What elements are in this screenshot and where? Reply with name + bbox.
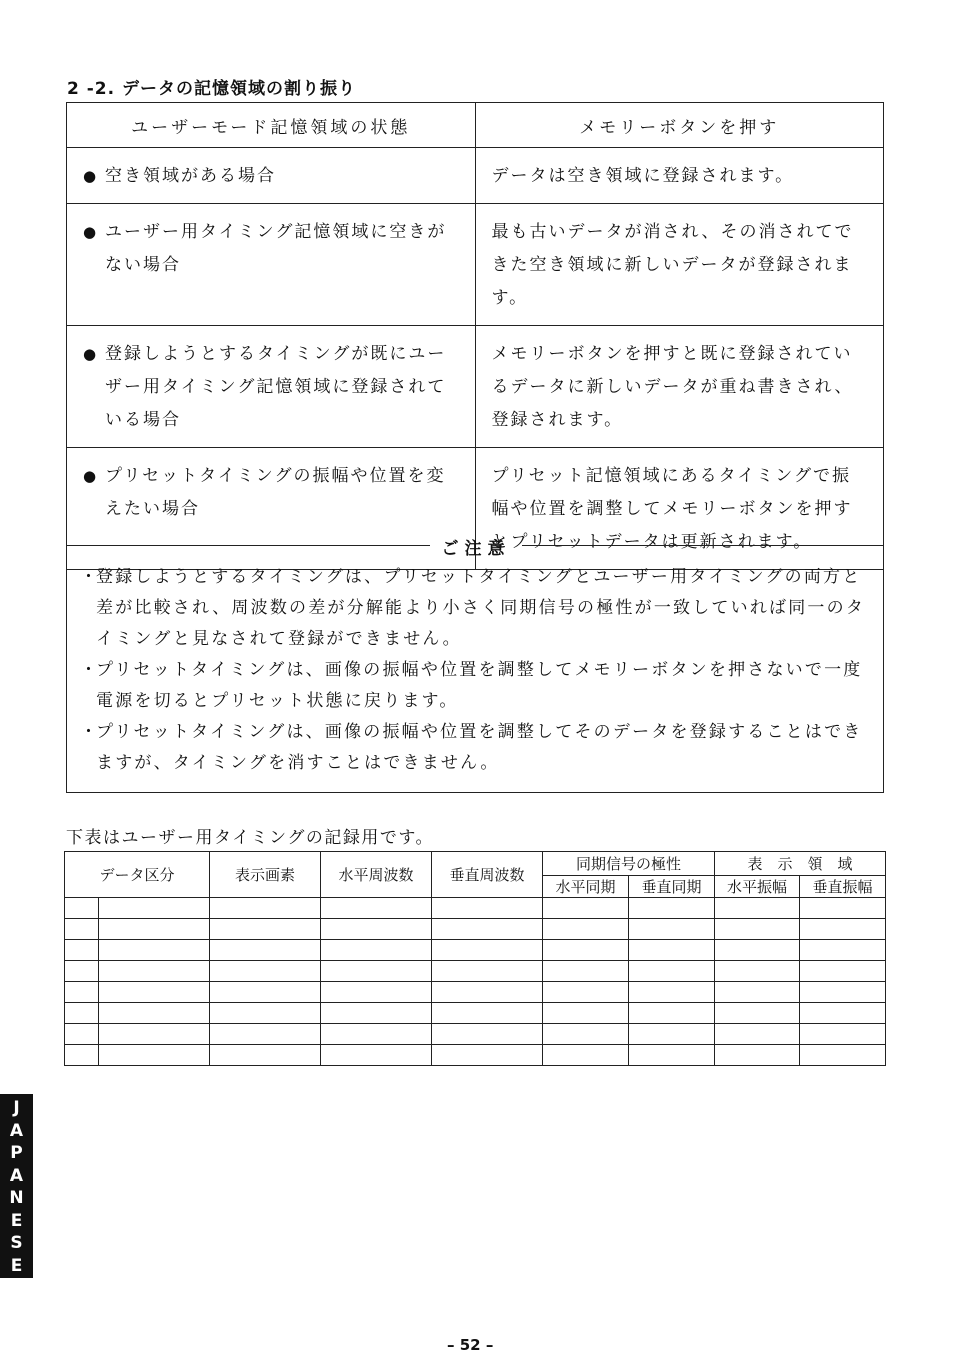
- record-body: [65, 898, 886, 1066]
- record-cell: [65, 940, 99, 961]
- note-item: ・ プリセットタイミングは、画像の振幅や位置を調整してメモリーボタンを押さないで一度電源を切るとプリセット状態に戻ります。: [80, 660, 863, 711]
- record-cell: [65, 1024, 99, 1045]
- record-cell: [432, 982, 543, 1003]
- record-cell: [800, 1045, 886, 1066]
- header-display-pixels: 表示画素: [210, 852, 321, 898]
- record-cell: [321, 961, 432, 982]
- record-cell: [800, 982, 886, 1003]
- record-caption: 下表はユーザー用タイミングの記録用です。: [66, 828, 434, 848]
- record-cell: [99, 1003, 210, 1024]
- header-display-area: 表 示 領 域: [715, 852, 886, 876]
- condition-cell: ● ユーザー用タイミング記憶領域に空きがない場合: [67, 204, 476, 326]
- record-row: [65, 1003, 886, 1024]
- note-list: [80, 562, 876, 779]
- record-cell: [715, 940, 800, 961]
- record-cell: [800, 919, 886, 940]
- record-cell: [432, 1003, 543, 1024]
- record-cell: [800, 961, 886, 982]
- record-cell: [321, 982, 432, 1003]
- record-cell: [65, 961, 99, 982]
- header-h-amp: 水平振幅: [715, 876, 800, 898]
- record-cell: [65, 1045, 99, 1066]
- record-cell: [65, 898, 99, 919]
- record-cell: [432, 940, 543, 961]
- record-cell: [629, 1045, 715, 1066]
- record-cell: [543, 1003, 629, 1024]
- record-cell: [210, 1045, 321, 1066]
- record-row: [65, 1045, 886, 1066]
- record-cell: [629, 919, 715, 940]
- record-cell: [99, 940, 210, 961]
- table-row: [67, 148, 884, 204]
- record-row: [65, 940, 886, 961]
- record-cell: [543, 1024, 629, 1045]
- record-cell: [65, 982, 99, 1003]
- record-cell: [629, 898, 715, 919]
- table-row: [67, 204, 884, 326]
- bullet-icon: ●: [83, 223, 99, 241]
- record-cell: [99, 1045, 210, 1066]
- record-cell: [432, 919, 543, 940]
- record-cell: [715, 1003, 800, 1024]
- record-cell: [629, 1024, 715, 1045]
- record-cell: [65, 1003, 99, 1024]
- page-number: – 52 –: [447, 1336, 494, 1354]
- record-table: [64, 851, 886, 1066]
- record-row: [65, 961, 886, 982]
- record-cell: [99, 1024, 210, 1045]
- record-header-row: [65, 852, 886, 876]
- record-cell: [99, 961, 210, 982]
- record-row: [65, 919, 886, 940]
- record-cell: [321, 898, 432, 919]
- record-cell: [543, 940, 629, 961]
- record-cell: [800, 1003, 886, 1024]
- record-cell: [543, 961, 629, 982]
- header-sync-polarity: 同期信号の極性: [543, 852, 715, 876]
- record-cell: [99, 982, 210, 1003]
- memory-allocation-table: [66, 102, 884, 570]
- note-item: ・ プリセットタイミングは、画像の振幅や位置を調整してそのデータを登録することはできますが、タイミングを消すことはできません。: [80, 722, 863, 773]
- record-cell: [543, 1045, 629, 1066]
- record-cell: [432, 1024, 543, 1045]
- section-title: 2 -2. データの記憶領域の割り振り: [67, 79, 357, 99]
- result-cell: プリセット記憶領域にあるタイミングで振幅や位置を調整してメモリーボタンを押すとプリセットデータは更新されます。: [475, 448, 884, 570]
- record-cell: [800, 1024, 886, 1045]
- bullet-icon: ●: [83, 345, 99, 363]
- note-item: ・ 登録しようとするタイミングは、プリセットタイミングとユーザー用タイミングの両方と差が比較され、周波数の差が分解能より小さく同期信号の極性が一致していれば同一のタイミングと見なされて登録ができません。: [80, 567, 866, 649]
- record-cell: [543, 898, 629, 919]
- record-cell: [432, 961, 543, 982]
- header-data-type: データ区分: [65, 852, 210, 898]
- record-cell: [432, 1045, 543, 1066]
- table-header-row: [67, 103, 884, 148]
- result-cell: データは空き領域に登録されます。: [475, 148, 884, 204]
- record-cell: [715, 898, 800, 919]
- record-cell: [321, 1045, 432, 1066]
- bullet-icon: ●: [83, 467, 99, 485]
- record-row: [65, 898, 886, 919]
- record-cell: [321, 940, 432, 961]
- record-cell: [321, 1003, 432, 1024]
- record-cell: [543, 919, 629, 940]
- record-cell: [800, 940, 886, 961]
- condition-cell: ● 登録しようとするタイミングが既にユーザー用タイミング記憶領域に登録されている場合: [67, 326, 476, 448]
- header-condition: ユーザーモード記憶領域の状態: [67, 103, 476, 148]
- record-cell: [99, 919, 210, 940]
- record-cell: [800, 898, 886, 919]
- header-result: メモリーボタンを押す: [475, 103, 884, 148]
- record-cell: [629, 982, 715, 1003]
- result-cell: メモリーボタンを押すと既に登録されているデータに新しいデータが重ね書きされ、登録されます。: [475, 326, 884, 448]
- record-row: [65, 1024, 886, 1045]
- header-h-sync: 水平同期: [543, 876, 629, 898]
- record-cell: [629, 1003, 715, 1024]
- record-cell: [629, 940, 715, 961]
- record-cell: [210, 961, 321, 982]
- header-v-amp: 垂直振幅: [800, 876, 886, 898]
- table-row: [67, 326, 884, 448]
- record-cell: [210, 919, 321, 940]
- record-cell: [715, 1024, 800, 1045]
- record-cell: [715, 919, 800, 940]
- condition-cell: ● プリセットタイミングの振幅や位置を変えたい場合: [67, 448, 476, 570]
- record-cell: [432, 898, 543, 919]
- record-cell: [543, 982, 629, 1003]
- record-cell: [321, 919, 432, 940]
- record-cell: [715, 961, 800, 982]
- record-cell: [65, 919, 99, 940]
- header-h-freq: 水平周波数: [321, 852, 432, 898]
- result-cell: 最も古いデータが消され、その消されてできた空き領域に新しいデータが登録されます。: [475, 204, 884, 326]
- bullet-icon: ●: [83, 167, 99, 185]
- record-cell: [715, 1045, 800, 1066]
- record-cell: [210, 898, 321, 919]
- record-row: [65, 982, 886, 1003]
- header-v-sync: 垂直同期: [629, 876, 715, 898]
- record-cell: [210, 940, 321, 961]
- language-side-tab: J A P A N E S E: [0, 1094, 33, 1278]
- note-title: ご注意: [441, 539, 511, 559]
- record-cell: [629, 961, 715, 982]
- record-cell: [210, 982, 321, 1003]
- record-cell: [715, 982, 800, 1003]
- condition-cell: ● 空き領域がある場合: [67, 148, 476, 204]
- record-cell: [210, 1003, 321, 1024]
- record-cell: [99, 898, 210, 919]
- record-cell: [321, 1024, 432, 1045]
- record-cell: [210, 1024, 321, 1045]
- header-v-freq: 垂直周波数: [432, 852, 543, 898]
